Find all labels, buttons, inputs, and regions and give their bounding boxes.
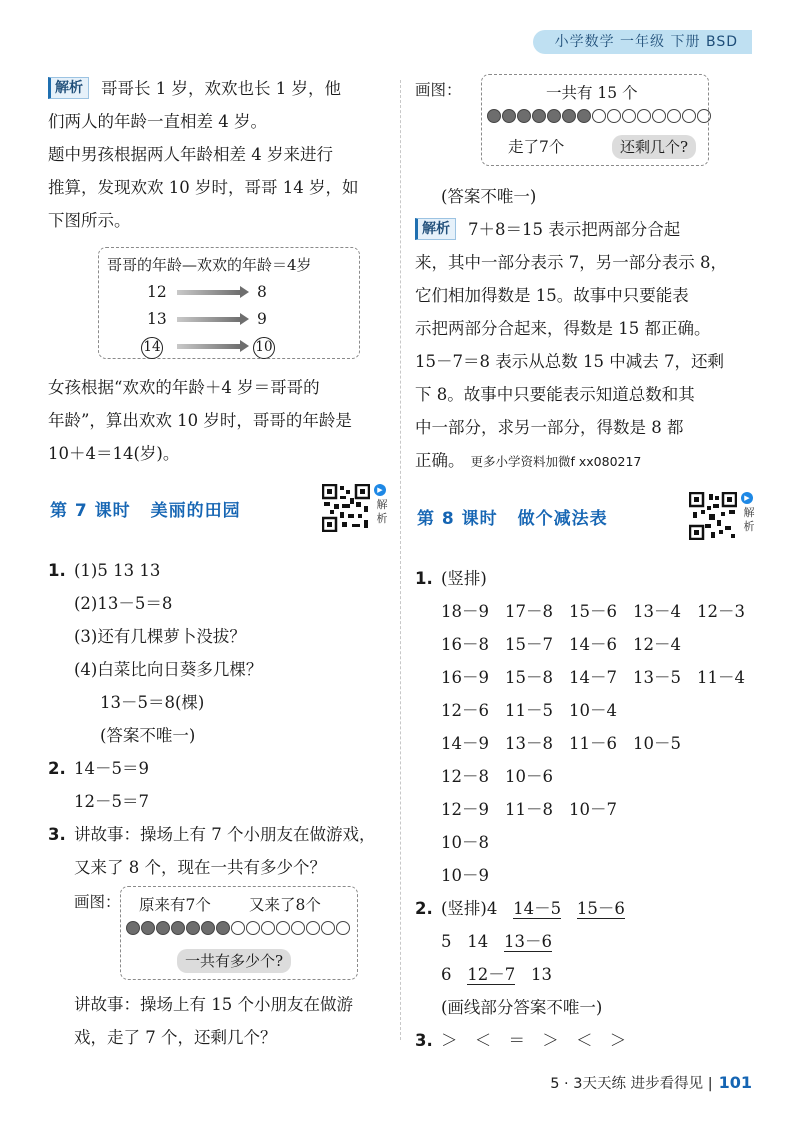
table-cell: 10－6 xyxy=(505,767,553,786)
q2-note: (画线部分答案不唯一) xyxy=(441,998,603,1017)
table-row xyxy=(415,595,755,628)
bead-row xyxy=(126,921,350,935)
table-cell: 14－7 xyxy=(569,668,617,687)
q1-line: 1. (竖排) xyxy=(415,569,487,588)
filled-bead xyxy=(577,109,591,123)
diagram-box xyxy=(481,74,709,166)
analysis-text: 示把两部分合起来，得数是 15 都正确。 xyxy=(415,319,711,338)
table-cell: 13－4 xyxy=(633,602,681,621)
empty-bead xyxy=(637,109,651,123)
brother-age: 13 xyxy=(147,310,167,328)
underlined-answer: 14－5 xyxy=(513,899,562,918)
filled-bead xyxy=(532,109,546,123)
q3-diagram xyxy=(74,886,388,982)
q3-line: 3. 讲故事：操场上有 7 个小朋友在做游戏， xyxy=(48,825,376,844)
table-cell: 10－4 xyxy=(569,701,617,720)
table-row xyxy=(415,727,755,760)
diagram-top-right: 又来了8个 xyxy=(249,896,321,914)
empty-bead xyxy=(336,921,350,935)
table-cell: 13－5 xyxy=(633,668,681,687)
empty-bead xyxy=(667,109,681,123)
arrow-icon xyxy=(177,344,241,349)
circled-huanhuan-age: 10 xyxy=(253,337,275,359)
qr-code-icon[interactable] xyxy=(322,484,370,532)
analysis-line xyxy=(415,213,755,246)
analysis-text: 推算，发现欢欢 10 岁时，哥哥 14 岁，如 xyxy=(48,178,359,197)
play-icon: ▶ xyxy=(374,484,386,496)
lesson-8-header xyxy=(415,492,755,540)
analysis-text: 女孩根据“欢欢的年龄＋4 岁＝哥哥的 xyxy=(48,378,320,397)
empty-bead xyxy=(682,109,696,123)
q2-line: 5 14 13－6 xyxy=(441,932,552,951)
analysis-text: 15－7＝8 表示从总数 15 中减去 7，还剩 xyxy=(415,352,724,371)
q1-line: (2)13－5＝8 xyxy=(74,594,173,613)
note: (答案不唯一) xyxy=(441,187,537,206)
table-cell: 11－6 xyxy=(569,734,617,753)
analysis-text: 年龄”，算出欢欢 10 岁时，哥哥的年龄是 xyxy=(48,411,352,430)
empty-bead xyxy=(261,921,275,935)
table-row xyxy=(415,694,755,727)
left-column xyxy=(48,72,388,1054)
underlined-answer: 12－7 xyxy=(467,965,516,984)
filled-bead xyxy=(517,109,531,123)
filled-bead xyxy=(201,921,215,935)
analysis-text: 来，其中一部分表示 7，另一部分表示 8， xyxy=(415,253,727,272)
analysis-text: 下图所示。 xyxy=(48,211,131,230)
analysis-text: 正确。 更多小学资料加微f xx080217 xyxy=(415,451,642,470)
empty-bead xyxy=(231,921,245,935)
q1-line: (答案不唯一) xyxy=(100,726,196,745)
diagram-bottom-left: 走了7个 xyxy=(508,138,565,156)
table-cell: 15－7 xyxy=(505,635,553,654)
right-column xyxy=(415,72,755,1057)
arrow-icon xyxy=(177,317,241,322)
table-cell: 12－4 xyxy=(633,635,681,654)
table-row xyxy=(415,826,755,859)
contact-note: 更多小学资料加微f xx080217 xyxy=(470,454,642,469)
q3-line: 讲故事：操场上有 15 个小朋友在做游 xyxy=(74,995,353,1014)
table-cell: 15－8 xyxy=(505,668,553,687)
filled-bead xyxy=(141,921,155,935)
q1-line: (4)白菜比向日葵多几棵？ xyxy=(74,660,263,679)
subtraction-table xyxy=(415,595,755,892)
q3-line: 3. ＞ ＜ ＝ ＞ ＜ ＞ xyxy=(415,1031,633,1050)
diagram-question-pill: 一共有多少个? xyxy=(177,949,291,973)
empty-bead xyxy=(592,109,606,123)
play-icon: ▶ xyxy=(741,492,753,504)
empty-bead xyxy=(622,109,636,123)
table-cell: 16－8 xyxy=(441,635,489,654)
filled-bead xyxy=(487,109,501,123)
lesson-title: 第 7 课时 美丽的田园 xyxy=(50,501,241,521)
table-cell: 10－7 xyxy=(569,800,617,819)
age-row xyxy=(107,279,351,306)
table-cell: 11－5 xyxy=(505,701,553,720)
lesson-title: 第 8 课时 做个减法表 xyxy=(417,509,608,529)
analysis-text: 题中男孩根据两人年龄相差 4 岁来进行 xyxy=(48,145,333,164)
table-cell: 14－6 xyxy=(569,635,617,654)
q3-line: 又来了 8 个，现在一共有多少个？ xyxy=(74,858,326,877)
filled-bead xyxy=(216,921,230,935)
age-diagram-title: 哥哥的年龄—欢欢的年龄＝4岁 xyxy=(107,256,312,274)
arrow-icon xyxy=(177,290,241,295)
q2-line: 2. (竖排)4 14－5 15－6 xyxy=(415,899,625,918)
page-number: 101 xyxy=(718,1073,752,1092)
analysis-text: 10＋4＝14(岁)。 xyxy=(48,444,180,463)
age-row xyxy=(107,306,351,333)
table-cell: 11－8 xyxy=(505,800,553,819)
huanhuan-age: 8 xyxy=(257,283,267,301)
table-row xyxy=(415,628,755,661)
analysis-tag: 解析 xyxy=(48,77,89,99)
column-divider xyxy=(400,80,401,1040)
filled-bead xyxy=(171,921,185,935)
bead-row xyxy=(487,109,711,123)
filled-bead xyxy=(126,921,140,935)
age-row xyxy=(107,333,351,360)
diagram-box xyxy=(120,886,358,980)
table-row xyxy=(415,661,755,694)
empty-bead xyxy=(246,921,260,935)
table-cell: 14－9 xyxy=(441,734,489,753)
table-cell: 12－8 xyxy=(441,767,489,786)
table-cell: 12－9 xyxy=(441,800,489,819)
table-cell: 17－8 xyxy=(505,602,553,621)
empty-bead xyxy=(291,921,305,935)
analysis-text: 7＋8＝15 表示把两部分合起 xyxy=(468,220,681,239)
filled-bead xyxy=(502,109,516,123)
underlined-answer: 15－6 xyxy=(576,899,625,918)
analysis-text: 中一部分，求另一部分，得数是 8 都 xyxy=(415,418,684,437)
table-cell: 16－9 xyxy=(441,668,489,687)
diagram-label: 画图： xyxy=(415,81,462,99)
brother-age: 12 xyxy=(147,283,167,301)
q2-line: 6 12－7 13 xyxy=(441,965,552,984)
analysis-text: 下 8。故事中只要能表示知道总数和其 xyxy=(415,385,695,404)
analysis-line xyxy=(48,72,388,105)
analysis-text: 们两人的年龄一直相差 4 岁。 xyxy=(48,112,267,131)
footer xyxy=(550,1072,752,1093)
circled-brother-age: 14 xyxy=(141,337,163,359)
analysis-tag: 解析 xyxy=(415,218,456,240)
table-cell: 10－9 xyxy=(441,866,489,885)
filled-bead xyxy=(156,921,170,935)
analysis-text: 它们相加得数是 15。故事中只要能表 xyxy=(415,286,689,305)
filled-bead xyxy=(562,109,576,123)
empty-bead xyxy=(697,109,711,123)
table-cell: 12－6 xyxy=(441,701,489,720)
qr-label: ▶ 解析 xyxy=(374,484,390,526)
q3-line: 戏，走了 7 个，还剩几个？ xyxy=(74,1028,277,1047)
diagram-top-left: 原来有7个 xyxy=(139,896,211,914)
filled-bead xyxy=(547,109,561,123)
qr-code-icon[interactable] xyxy=(689,492,737,540)
qr-label: ▶ 解析 xyxy=(741,492,757,534)
table-cell: 13－8 xyxy=(505,734,553,753)
empty-bead xyxy=(607,109,621,123)
table-cell: 10－8 xyxy=(441,833,489,852)
analysis-text: 哥哥长 1 岁，欢欢也长 1 岁，他 xyxy=(101,79,341,98)
table-cell: 18－9 xyxy=(441,602,489,621)
empty-bead xyxy=(306,921,320,935)
diagram-label: 画图： xyxy=(74,893,121,911)
q2-line: 12－5＝7 xyxy=(74,792,149,811)
table-cell: 10－5 xyxy=(633,734,681,753)
q2-line: 2. 14－5＝9 xyxy=(48,759,149,778)
diagram-top: 一共有 15 个 xyxy=(546,84,638,102)
q1-line: 1. (1)5 13 13 xyxy=(48,561,161,580)
table-cell: 11－4 xyxy=(697,668,745,687)
age-diagram-box xyxy=(98,247,360,359)
right-diagram xyxy=(415,74,755,174)
header-grade-tag: 小学数学 一年级 下册 BSD xyxy=(533,30,752,54)
q1-line: (3)还有几棵萝卜没拔？ xyxy=(74,627,246,646)
q1-line: 13－5＝8(棵) xyxy=(100,693,205,712)
table-cell: 12－3 xyxy=(697,602,745,621)
empty-bead xyxy=(276,921,290,935)
huanhuan-age: 9 xyxy=(257,310,267,328)
empty-bead xyxy=(321,921,335,935)
empty-bead xyxy=(652,109,666,123)
underlined-answer: 13－6 xyxy=(504,932,552,951)
footer-brand: 5 · 3天天练 进步看得见 | xyxy=(550,1076,713,1092)
table-cell: 15－6 xyxy=(569,602,617,621)
filled-bead xyxy=(186,921,200,935)
table-row xyxy=(415,760,755,793)
table-row xyxy=(415,859,755,892)
table-row xyxy=(415,793,755,826)
lesson-7-header xyxy=(48,484,388,532)
diagram-question-pill: 还剩几个? xyxy=(612,135,696,159)
